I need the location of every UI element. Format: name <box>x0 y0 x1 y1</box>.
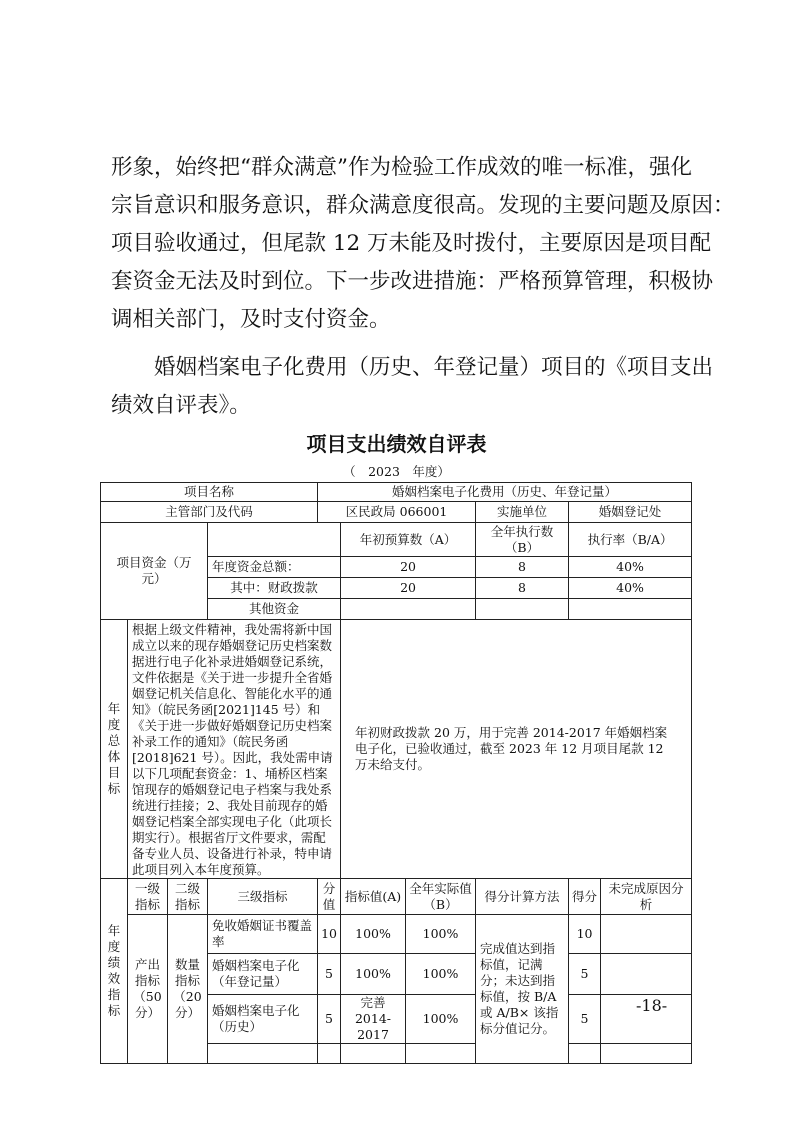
table-continuation <box>406 1044 476 1064</box>
vertical-char: 度 <box>107 939 121 954</box>
row-other-budget <box>341 599 476 620</box>
h-score: 分值 <box>318 879 341 915</box>
dept-label: 主管部门及代码 <box>101 502 318 523</box>
header-blank-cell <box>208 523 341 557</box>
indicator-target: 100% <box>341 954 406 995</box>
col-exec <box>476 523 569 557</box>
indicator-score: 5 <box>318 954 341 995</box>
row-other-label: 其他资金 <box>208 599 341 620</box>
indicator-target: 100% <box>341 915 406 954</box>
table-continuation <box>341 1044 406 1064</box>
paragraph-1 <box>111 149 735 339</box>
text-line: 套资金无法及时到位。下一步改进措施：严格预算管理，积极协 <box>111 269 714 294</box>
text-line: 绩效自评表》。 <box>111 393 251 418</box>
vertical-char: 目 <box>107 765 121 780</box>
row-total-budget: 20 <box>341 557 476 578</box>
dept-value: 区民政局 066001 <box>318 502 476 523</box>
indicator-got: 5 <box>569 995 601 1044</box>
row-other-rate <box>569 599 692 620</box>
page-number: -18- <box>636 996 668 1015</box>
indicator-actual: 100% <box>406 995 476 1044</box>
text-line: 宗旨意识和服务意识，群众满意度很高。发现的主要问题及原因： <box>111 193 735 218</box>
h-level1: 一级指标 <box>128 879 168 915</box>
exec-unit-label: 实施单位 <box>476 502 569 523</box>
row-total-label: 年度资金总额： <box>208 557 341 578</box>
table-continuation <box>318 1044 341 1064</box>
goal-label-text <box>101 701 127 797</box>
goal-text: 根据上级文件精神，我处需将新中国成立以来的现存婚姻登记历史档案数据进行电子化补录进婚姻登记系统，文件依据是《关于进一步提升全省婚姻登记机关信息化、智能化水平的通知》（皖民务函[2021]145 号）和《关于进一步做好婚姻登记历史档案补录工作的通知》（皖民务函[2018]621 号）。因此，我处需申请以下几项配套资金：1、埇桥区档案馆现存的婚姻登记电子档案与我处系统进行挂接；2、我处目前现存的婚姻登记档案全部实现电子化（此项长期实行）。根据省厅文件要求，需配备专业人员、设备进行补录，特申请此项目列入本年度预算。 <box>128 620 341 879</box>
vertical-char: 效 <box>107 971 121 986</box>
indicator-got: 10 <box>569 915 601 954</box>
col-budget: 年初预算数（A） <box>341 523 476 557</box>
h-method: 得分计算方法 <box>476 879 569 915</box>
indicator-score: 10 <box>318 915 341 954</box>
h-reason: 未完成原因分析 <box>601 879 692 915</box>
vertical-char: 年 <box>107 701 121 716</box>
vertical-char: 度 <box>107 717 121 732</box>
table-continuation <box>569 1044 601 1064</box>
goal-result: 年初财政拨款 20 万，用于完善 2014-2017 年婚姻档案电子化，已验收通过，截至 2023 年 12 月项目尾款 12 万未给支付。 <box>341 620 692 879</box>
h-level2: 二级指标 <box>168 879 208 915</box>
row-fiscal-exec: 8 <box>476 578 569 599</box>
indicator-got: 5 <box>569 954 601 995</box>
table-continuation <box>601 1044 692 1064</box>
h-level3: 三级指标 <box>208 879 318 915</box>
indicator-reason <box>601 915 692 954</box>
row-fiscal-label: 其中：财政拨款 <box>208 578 341 599</box>
indicator-name: 婚姻档案电子化（历史） <box>208 995 318 1044</box>
project-name-label: 项目名称 <box>101 483 318 502</box>
row-total-rate: 40% <box>569 557 692 578</box>
paragraph-2 <box>111 349 714 425</box>
exec-unit-value: 婚姻登记处 <box>569 502 692 523</box>
funds-label <box>101 523 208 620</box>
vertical-char: 总 <box>107 733 121 748</box>
year-line: （ 2023 年度） <box>343 464 450 479</box>
vertical-char: 指 <box>107 987 121 1002</box>
text-line: 调相关部门，及时支付资金。 <box>111 307 391 332</box>
text-line: 项目验收通过，但尾款 12 万未能及时拨付，主要原因是项目配 <box>111 231 712 256</box>
vertical-char: 绩 <box>107 955 121 970</box>
h-got: 得分 <box>569 879 601 915</box>
method-cell: 完成值达到指标值，记满分；未达到指标值，按 B/A 或 A/B× 该指标分值记分。 <box>476 915 569 1064</box>
table-continuation <box>208 1044 318 1064</box>
row-other-exec <box>476 599 569 620</box>
level1-cell: 产出指标（50分） <box>128 915 168 1064</box>
row-total-exec: 8 <box>476 557 569 578</box>
h-actual: 全年实际值（B） <box>406 879 476 915</box>
col-exec-text: 全年执行数（B） <box>490 523 554 555</box>
perf-label <box>101 879 128 1064</box>
indicator-name: 免收婚姻证书覆盖率 <box>208 915 318 954</box>
perf-label-text <box>101 923 127 1019</box>
funds-label-text: 项目资金（万元） <box>116 555 192 586</box>
indicator-actual: 100% <box>406 954 476 995</box>
text-line: 婚姻档案电子化费用（历史、年登记量）项目的《项目支出 <box>154 355 714 380</box>
indicator-target: 完善 2014-2017 <box>341 995 406 1044</box>
indicator-score: 5 <box>318 995 341 1044</box>
row-fiscal-rate: 40% <box>569 578 692 599</box>
vertical-char: 标 <box>107 781 121 796</box>
vertical-char: 体 <box>107 749 121 764</box>
table-title: 项目支出绩效自评表 <box>306 432 487 456</box>
indicator-reason <box>601 954 692 995</box>
col-rate: 执行率（B/A） <box>569 523 692 557</box>
h-target: 指标值(A) <box>341 879 406 915</box>
vertical-char: 标 <box>107 1003 121 1018</box>
goal-label <box>101 620 128 879</box>
project-name: 婚姻档案电子化费用（历史、年登记量） <box>318 483 692 502</box>
self-evaluation-table <box>100 482 691 1042</box>
text-line: 形象，始终把“群众满意”作为检验工作成效的唯一标准，强化 <box>111 155 692 180</box>
indicator-actual: 100% <box>406 915 476 954</box>
vertical-char: 年 <box>107 923 121 938</box>
row-fiscal-budget: 20 <box>341 578 476 599</box>
indicator-name: 婚姻档案电子化（年登记量） <box>208 954 318 995</box>
level2-cell: 数量指标（20分） <box>168 915 208 1064</box>
